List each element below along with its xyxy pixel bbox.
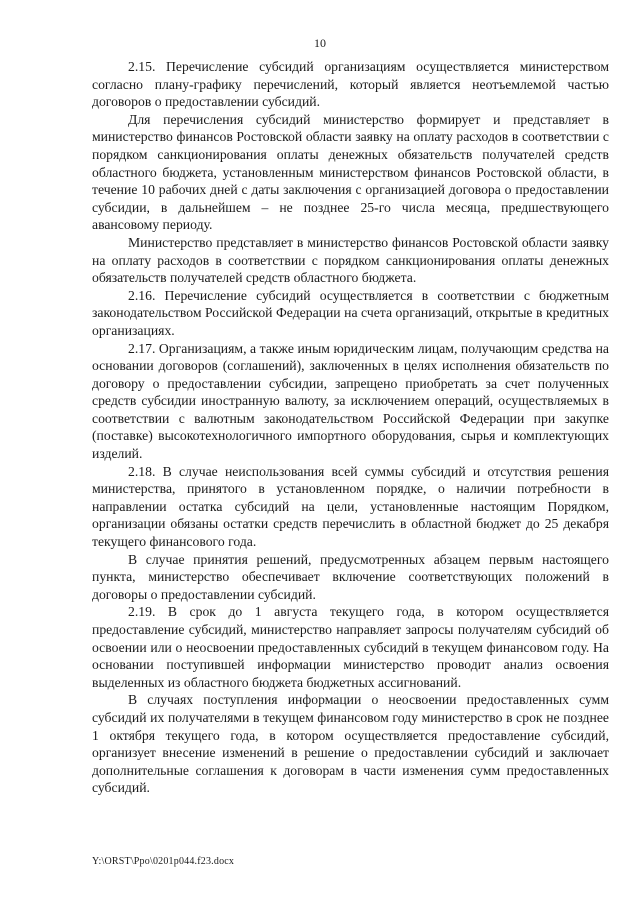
paragraph-2-19-unused-funds: В случаях поступления информации о неосвоении предоставленных сумм субсидий их получателями в текущем финансовом году министерство в срок не позднее 1 октября текущего года, в котором осуществляется предоставление субсидий, организует внесение изменений в решение о предоставлении субсидий и заключает дополнительные соглашения к договорам в части изменения сумм предоставленных субсидий. [92, 692, 609, 796]
paragraph-2-16: 2.16. Перечисление субсидий осуществляется в соответствии с бюджетным законодательством Российской Федерации на счета организаций, открытые в кредитных организациях. [92, 287, 609, 338]
paragraph-2-19: 2.19. В срок до 1 августа текущего года, в котором осуществляется предоставление субсидий, министерство направляет запросы получателям субсидий об освоении или о неосвоении предоставленных субсидий в текущем финансовом году. На основании поступившей информации министерство проводит анализ освоения выделенных из областного бюджета бюджетных ассигнований. [92, 604, 609, 690]
paragraph-2-18: 2.18. В случае неиспользования всей суммы субсидий и отсутствия решения министерства, принятого в установленном порядке, о наличии потребности в направлении остатка субсидий на цели, установленные настоящим Порядком, организации обязаны остатки средств перечислить в областной бюджет до 25 декабря текущего финансового года. [92, 463, 609, 550]
paragraph-2-15-transfer-request: Для перечисления субсидий министерство формирует и представляет в министерство финансов Ростовской области заявку на оплату расходов в соответствии с порядком санкционирования оплаты денежных обязательств получателей средств областного бюджета, установленным министерством финансов Ростовской области, в течение 10 рабочих дней с даты заключения с организацией договора о предоставлении субсидии, в дальнейшем – не позднее 25-го числа месяца, предшествующего авансовому периоду. [92, 111, 609, 233]
paragraph-2-18-decision: В случае принятия решений, предусмотренных абзацем первым настоящего пункта, министерство обеспечивает включение соответствующих положений в договоры о предоставлении субсидий. [92, 551, 609, 602]
file-path-footer: Y:\ORST\Ppo\0201p044.f23.docx [92, 856, 235, 867]
paragraph-2-15-ministry-request: Министерство представляет в министерство финансов Ростовской области заявку на оплату расходов в соответствии с порядком санкционирования оплаты денежных обязательств получателей средств областного бюджета. [92, 234, 609, 286]
paragraph-2-17: 2.17. Организациям, а также иным юридическим лицам, получающим средства на основании договоров (соглашений), заключенных в целях исполнения обязательств по договору о предоставлении субсидии, запрещено приобретать за счет полученных средств субсидии иностранную валюту, за исключением операций, осуществляемых в соответствии с валютным законодательством Российской Федерации при закупке (поставке) высокотехнологичного импортного оборудования, сырья и комплектующих изделий. [92, 340, 609, 462]
page-number: 10 [314, 36, 326, 50]
document-body [92, 58, 609, 797]
paragraph-2-15: 2.15. Перечисление субсидий организациям осуществляется министерством согласно плану-графику перечислений, который является неотъемлемой частью договоров о предоставлении субсидий. [92, 59, 609, 110]
